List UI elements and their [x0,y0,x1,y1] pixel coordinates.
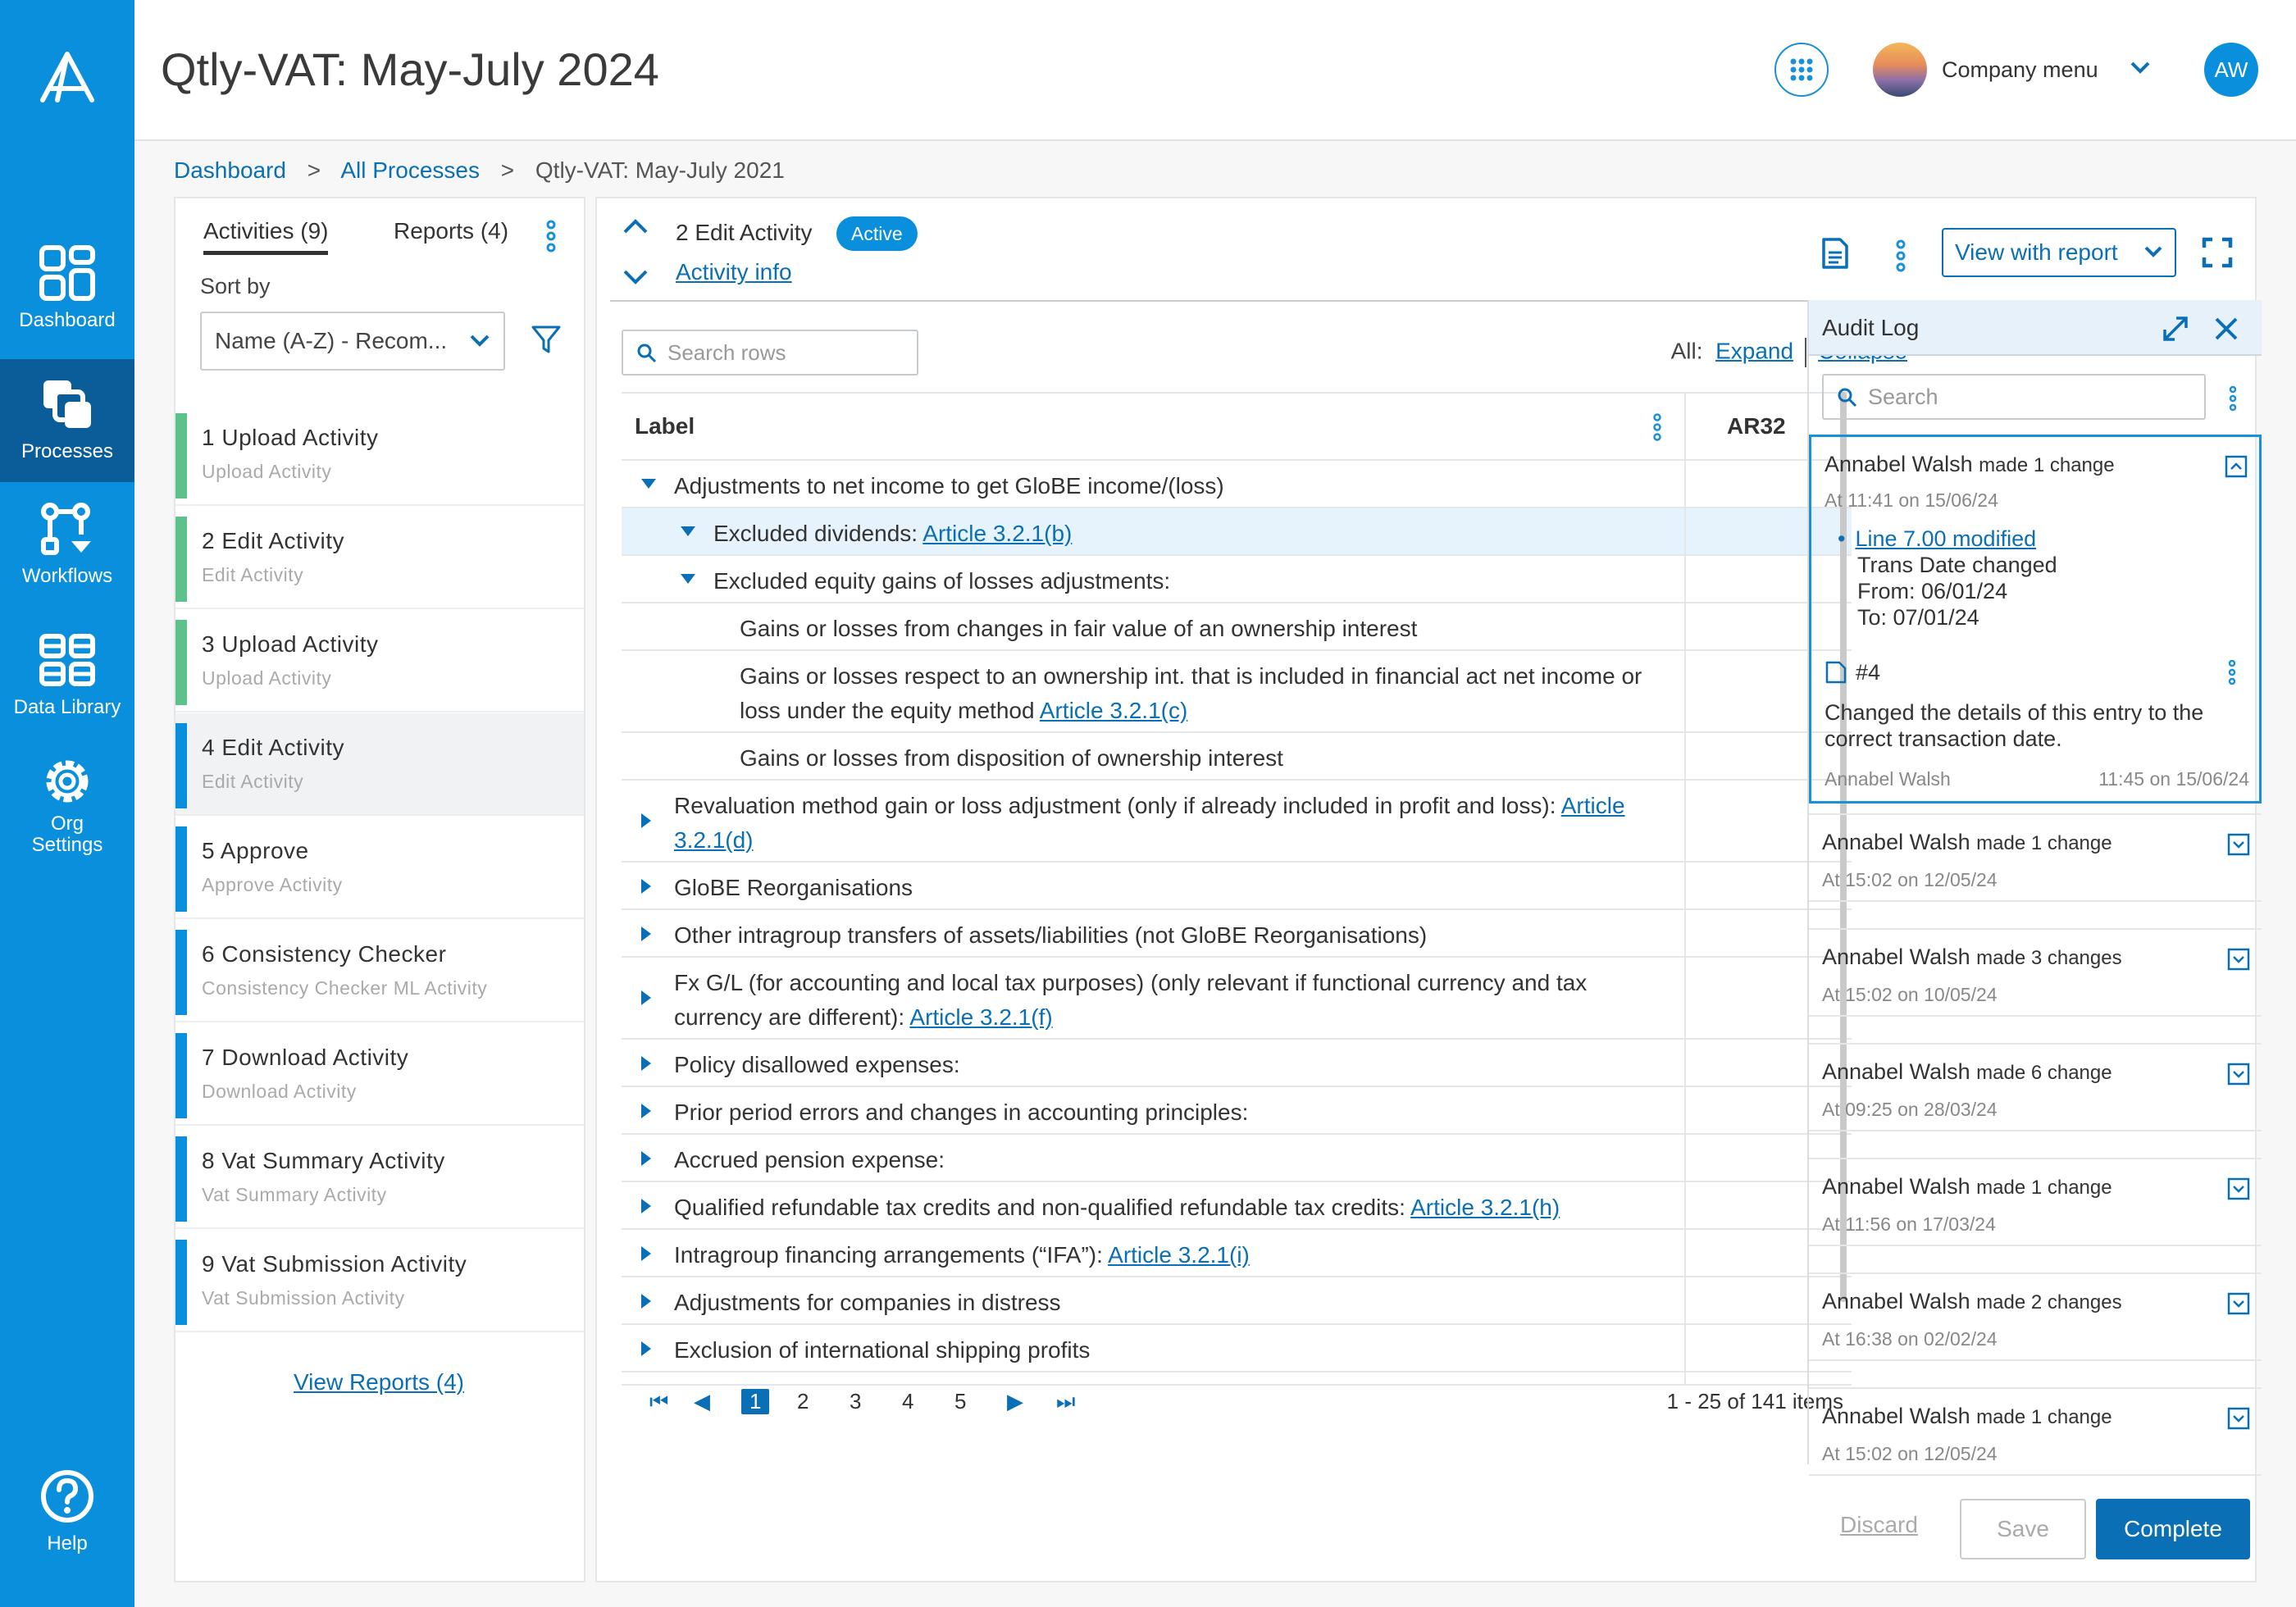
data-grid [610,300,1912,1464]
row-label [713,564,1671,599]
row-label [674,966,1671,1035]
nav-dashboard-label: Dashboard [19,309,116,331]
note-id: #4 [1856,660,1881,685]
status-badge: Active [836,216,918,251]
audit-action: made 6 change [1976,1062,2112,1084]
nav-dashboard[interactable] [0,236,134,351]
more-options-icon[interactable] [2226,660,2238,685]
row-label [674,789,1671,858]
activities-panel [174,197,585,1582]
grid-icon [1776,44,1827,95]
audit-log-header [1809,300,2262,356]
row-text: Fx G/L (for accounting and local tax purposes) (only relevant if functional currency and tax currency are different): [674,970,1588,1030]
table-row[interactable] [622,1373,1852,1384]
breadcrumb-current: Qtly-VAT: May-July 2021 [535,157,785,183]
activity-item[interactable] [175,1230,584,1332]
breadcrumb-dashboard[interactable]: Dashboard [174,157,286,183]
search-icon [1837,387,1858,408]
table-row[interactable] [622,1040,1852,1087]
nav-data-library-label: Data Library [13,696,121,718]
activity-item-title: 2 Edit Activity [202,528,345,553]
chevron-down-icon [2143,244,2163,259]
sort-select[interactable] [200,312,505,371]
audit-timestamp: At 09:25 on 28/03/24 [1822,1099,1998,1120]
activity-item-subtitle: Consistency Checker ML Activity [202,977,488,999]
activity-item-title: 4 Edit Activity [202,735,345,760]
table-row[interactable] [622,1135,1852,1182]
row-text: Gains or losses respect to an ownership int. that is included in financial act net income or loss under the equity method [740,663,1642,723]
caret-right-icon[interactable] [640,1292,653,1310]
more-options-icon[interactable] [544,220,558,253]
caret-right-icon[interactable] [640,1245,653,1263]
nav-org-settings[interactable] [0,753,134,876]
audit-entry-header [1822,1404,2112,1429]
row-label [674,1048,1671,1082]
audit-entry-header [1822,1059,2112,1085]
dashboard-icon [39,244,96,302]
audit-entry[interactable] [1809,928,2262,1017]
data-library-icon [39,631,96,689]
table-row[interactable] [622,461,1852,508]
audit-entry[interactable] [1809,1272,2262,1361]
caret-right-icon[interactable] [640,1102,653,1120]
page-3[interactable]: 3 [850,1389,862,1414]
page-title: Qtly-VAT: May-July 2024 [161,43,659,95]
search-rows-placeholder: Search rows [667,340,786,365]
column-menu-icon[interactable] [1651,413,1663,441]
breadcrumb-separator: > [500,157,515,183]
sort-select-value: Name (A-Z) - Recom... [215,328,448,353]
audit-entry-expanded[interactable] [1809,435,2262,804]
status-bar [175,620,187,705]
tab-reports[interactable]: Reports (4) [394,218,509,244]
audit-entry-header [1824,452,2115,477]
divider [1805,338,1806,367]
grid-table [622,392,1852,1384]
company-avatar[interactable] [1873,43,1927,97]
last-page-icon[interactable]: ⏭ [1056,1389,1076,1414]
action-footer [610,1466,2247,1581]
status-bar [175,1136,187,1222]
more-options-icon[interactable] [1894,239,1907,272]
expand-toggle-icon[interactable] [2227,1063,2250,1086]
article-link[interactable]: Article 3.2.1(d) [674,793,1625,853]
nav-help-label: Help [47,1532,88,1555]
gear-icon [39,753,96,810]
audit-user: Annabel Walsh [1822,1404,1970,1428]
audit-timestamp: At 11:41 on 15/06/24 [1824,489,1998,511]
row-label [713,517,1671,551]
audit-action: made 1 change [1976,1177,2112,1199]
row-text: Adjustments for companies in distress [674,1290,1061,1315]
next-page-icon[interactable]: ▶ [1007,1389,1023,1414]
status-bar [175,930,187,1015]
audit-entry-header [1822,830,2112,855]
search-rows-input[interactable] [622,330,918,376]
row-label [674,1286,1671,1320]
chevron-down-icon [469,333,490,348]
row-text: Intragroup financing arrangements (“IFA”): [674,1242,1109,1268]
table-row[interactable] [622,863,1852,910]
status-bar [175,413,187,498]
row-label [674,871,1671,905]
row-label [674,918,1671,953]
breadcrumb-separator: > [307,157,321,183]
table-row[interactable] [622,1182,1852,1230]
note-text: Changed the details of this entry to the correct transaction date. [1824,700,2204,751]
chevron-down-icon[interactable] [622,267,649,287]
table-header [622,394,1852,461]
table-row[interactable] [622,910,1852,958]
table-row[interactable] [622,1230,1852,1277]
view-reports-link[interactable]: View Reports (4) [294,1369,465,1395]
row-label [740,741,1671,776]
note-author: Annabel Walsh [1824,768,1951,790]
note-icon [1824,660,1847,685]
tab-activities[interactable]: Activities (9) [203,218,328,255]
activity-item-subtitle: Vat Summary Activity [202,1184,387,1205]
table-row[interactable] [622,1325,1852,1373]
audit-entry-header [1822,1289,2122,1314]
chevron-down-icon[interactable] [2129,59,2152,75]
note-time: 11:45 on 15/06/24 [2098,768,2249,790]
audit-action: made 1 change [1976,1406,2112,1428]
caret-right-icon[interactable] [640,925,653,943]
activity-item[interactable] [175,1127,584,1229]
row-label [674,1095,1671,1130]
audit-timestamp: At 15:02 on 10/05/24 [1822,984,1998,1005]
page-2[interactable]: 2 [797,1389,809,1414]
sort-by-label: Sort by [200,274,271,298]
audit-user: Annabel Walsh [1822,945,1970,969]
status-bar [175,826,187,912]
caret-down-icon[interactable] [679,525,697,538]
processes-icon [39,376,96,433]
status-bar [175,723,187,808]
audit-action: made 1 change [1976,832,2112,854]
fullscreen-icon[interactable] [2201,236,2234,269]
view-with-report-dropdown[interactable] [1942,228,2176,277]
row-label [674,1190,1671,1225]
row-label [740,659,1671,728]
audit-user: Annabel Walsh [1822,1174,1970,1199]
activity-info-link[interactable]: Activity info [676,259,792,285]
page-4[interactable]: 4 [902,1389,914,1414]
expand-toggle-icon[interactable] [2227,948,2250,971]
caret-right-icon[interactable] [640,1149,653,1168]
activity-item-subtitle: Edit Activity [202,564,304,585]
activity-item[interactable] [175,817,584,919]
activity-item-subtitle: Edit Activity [202,771,304,792]
caret-right-icon[interactable] [640,1197,653,1215]
breadcrumb [174,157,800,184]
status-bar [175,1240,187,1325]
column-header-label[interactable]: Label [635,413,695,439]
audit-search-placeholder: Search [1868,385,1938,409]
activity-item[interactable] [175,713,584,816]
article-link[interactable]: Article 3.2.1(b) [922,521,1073,546]
activity-item-title: 1 Upload Activity [202,425,379,450]
row-text: Other intragroup transfers of assets/liabilities (not GloBE Reorganisations) [674,922,1428,948]
audit-entry[interactable] [1809,1043,2262,1131]
row-label [674,469,1671,503]
pager-count: 1 - 25 of 141 items [1666,1389,1843,1414]
audit-entry-header [1822,1174,2112,1200]
view-with-report-label: View with report [1955,239,2118,265]
complete-button[interactable]: Complete [2096,1499,2250,1559]
caret-right-icon[interactable] [640,877,653,895]
row-text: Accrued pension expense: [674,1147,945,1172]
table-row[interactable] [622,651,1852,733]
apps-grid-button[interactable] [1774,43,1829,97]
row-label [674,1333,1671,1368]
expand-all-link[interactable]: Expand [1715,338,1794,364]
audit-user: Annabel Walsh [1822,830,1970,854]
article-link[interactable]: Article 3.2.1(f) [909,1004,1053,1030]
chevron-up-icon[interactable] [622,216,649,236]
table-row[interactable] [622,733,1852,781]
activity-item-subtitle: Approve Activity [202,874,343,895]
audit-user: Annabel Walsh [1824,452,1973,476]
filter-icon[interactable] [530,323,563,356]
app-logo-icon[interactable] [34,49,100,107]
page-1[interactable]: 1 [741,1389,769,1414]
change-line: From: 06/01/24 [1857,579,2008,603]
row-text: Adjustments to net income to get GloBE income/(loss) [674,473,1224,498]
row-text: Excluded equity gains of losses adjustments: [713,568,1171,594]
activity-item-title: 9 Vat Submission Activity [202,1251,467,1277]
table-row[interactable] [622,603,1852,651]
activity-item-subtitle: Upload Activity [202,461,332,482]
status-bar [175,517,187,602]
row-text: Excluded dividends: [713,521,923,546]
table-row[interactable] [622,958,1852,1040]
activity-item-subtitle: Upload Activity [202,667,332,689]
caret-right-icon[interactable] [640,1340,653,1358]
main-panel [595,197,2257,1582]
nav-processes[interactable] [0,359,134,482]
expand-toggle-icon[interactable] [2227,1177,2250,1200]
nav-org-settings-label: Org Settings [31,813,103,856]
expand-toggle-icon[interactable] [2227,833,2250,856]
activity-item[interactable] [175,610,584,712]
nav-processes-label: Processes [20,440,114,462]
article-link[interactable]: Article 3.2.1(h) [1410,1195,1560,1220]
save-button[interactable]: Save [1960,1499,2086,1559]
top-bar [134,0,2296,141]
nav-help[interactable] [0,1468,134,1566]
table-row[interactable] [622,1277,1852,1325]
workflows-icon [39,500,96,558]
activity-item-subtitle: Download Activity [202,1081,357,1102]
row-text: Policy disallowed expenses: [674,1052,960,1077]
caret-down-icon[interactable] [640,477,658,490]
row-text: Prior period errors and changes in accounting principles: [674,1099,1249,1125]
activity-item[interactable] [175,1023,584,1126]
audit-action: made 1 change [1979,454,2115,476]
row-text: Exclusion of international shipping profits [674,1337,1091,1363]
first-page-icon[interactable]: ⏮ [649,1389,669,1414]
caret-right-icon[interactable] [640,989,653,1007]
nav-data-library[interactable] [0,631,134,746]
page-5[interactable]: 5 [954,1389,967,1414]
activity-item[interactable] [175,920,584,1022]
row-text: Gains or losses from changes in fair value of an ownership interest [740,616,1418,641]
activity-item-title: 3 Upload Activity [202,631,379,657]
activity-item[interactable] [175,403,584,506]
audit-timestamp: At 16:38 on 02/02/24 [1822,1328,1998,1350]
left-nav [0,0,134,1607]
more-options-icon[interactable] [2227,385,2239,412]
column-header-ar32[interactable]: AR32 [1727,413,1786,439]
expand-toggle-icon[interactable] [2227,1407,2250,1430]
row-label [740,612,1671,646]
activity-item-title: 5 Approve [202,838,309,863]
discard-button[interactable]: Discard [1840,1512,1918,1537]
table-row[interactable] [622,1087,1852,1135]
activity-item-title: 8 Vat Summary Activity [202,1148,445,1173]
all-label: All: [1670,338,1703,364]
nav-workflows[interactable] [0,500,134,615]
audit-log-panel [1807,300,2260,1464]
change-link[interactable]: Line 7.00 modified [1855,526,2037,551]
row-text: Qualified refundable tax credits and non-qualified refundable tax credits: [674,1195,1411,1220]
status-bar [175,1033,187,1118]
row-label [674,1143,1671,1177]
expand-icon[interactable] [2162,315,2189,343]
column-divider [1684,394,1686,1384]
audit-timestamp: At 11:56 on 17/03/24 [1822,1213,1996,1235]
company-menu-label[interactable]: Company menu [1942,57,2098,82]
pagination [622,1384,1852,1425]
activity-item-subtitle: Vat Submission Activity [202,1287,405,1309]
nav-workflows-label: Workflows [21,565,113,587]
caret-right-icon[interactable] [640,812,653,830]
row-text: GloBE Reorganisations [674,875,913,900]
close-icon[interactable] [2212,315,2240,343]
audit-entry-header [1822,945,2122,970]
user-avatar[interactable]: AW [2204,43,2258,97]
document-icon[interactable] [1820,236,1850,271]
prev-page-icon[interactable]: ◀ [694,1389,710,1414]
caret-down-icon[interactable] [679,572,697,585]
activity-item[interactable] [175,507,584,609]
audit-log-title: Audit Log [1822,315,1920,340]
table-row[interactable] [622,508,1852,556]
audit-entry[interactable] [1809,813,2262,902]
breadcrumb-all-processes[interactable]: All Processes [340,157,480,183]
row-text: Revaluation method gain or loss adjustment (only if already included in profit and loss): [674,793,1561,818]
activity-item-title: 6 Consistency Checker [202,941,447,967]
audit-user: Annabel Walsh [1822,1059,1970,1084]
help-icon [39,1468,96,1525]
article-link[interactable]: Article 3.2.1(c) [1039,698,1188,723]
activity-title: 2 Edit Activity [676,220,813,245]
audit-entry[interactable] [1809,1158,2262,1246]
audit-entry[interactable] [1809,1387,2262,1476]
change-line: Trans Date changed [1857,553,2057,577]
audit-action: made 3 changes [1976,947,2122,969]
audit-user: Annabel Walsh [1822,1289,1970,1313]
audit-timestamp: At 15:02 on 12/05/24 [1822,869,1998,890]
collapse-toggle-icon[interactable] [2225,455,2248,478]
change-line: To: 07/01/24 [1857,605,1979,630]
search-icon [636,343,658,364]
table-row[interactable] [622,556,1852,603]
audit-action: made 2 changes [1976,1291,2122,1313]
change-detail: • Line 7.00 modified Trans Date changed From: 06/01/24 To: 07/01/24 [1838,526,2057,630]
row-label [674,1238,1671,1272]
audit-timestamp: At 15:02 on 12/05/24 [1822,1443,1998,1464]
table-row[interactable] [622,781,1852,863]
expand-toggle-icon[interactable] [2227,1292,2250,1315]
row-text: Gains or losses from disposition of ownership interest [740,745,1283,771]
activity-item-title: 7 Download Activity [202,1045,409,1070]
caret-right-icon[interactable] [640,1054,653,1072]
audit-search-input[interactable] [1822,374,2206,420]
article-link[interactable]: Article 3.2.1(i) [1108,1242,1250,1268]
